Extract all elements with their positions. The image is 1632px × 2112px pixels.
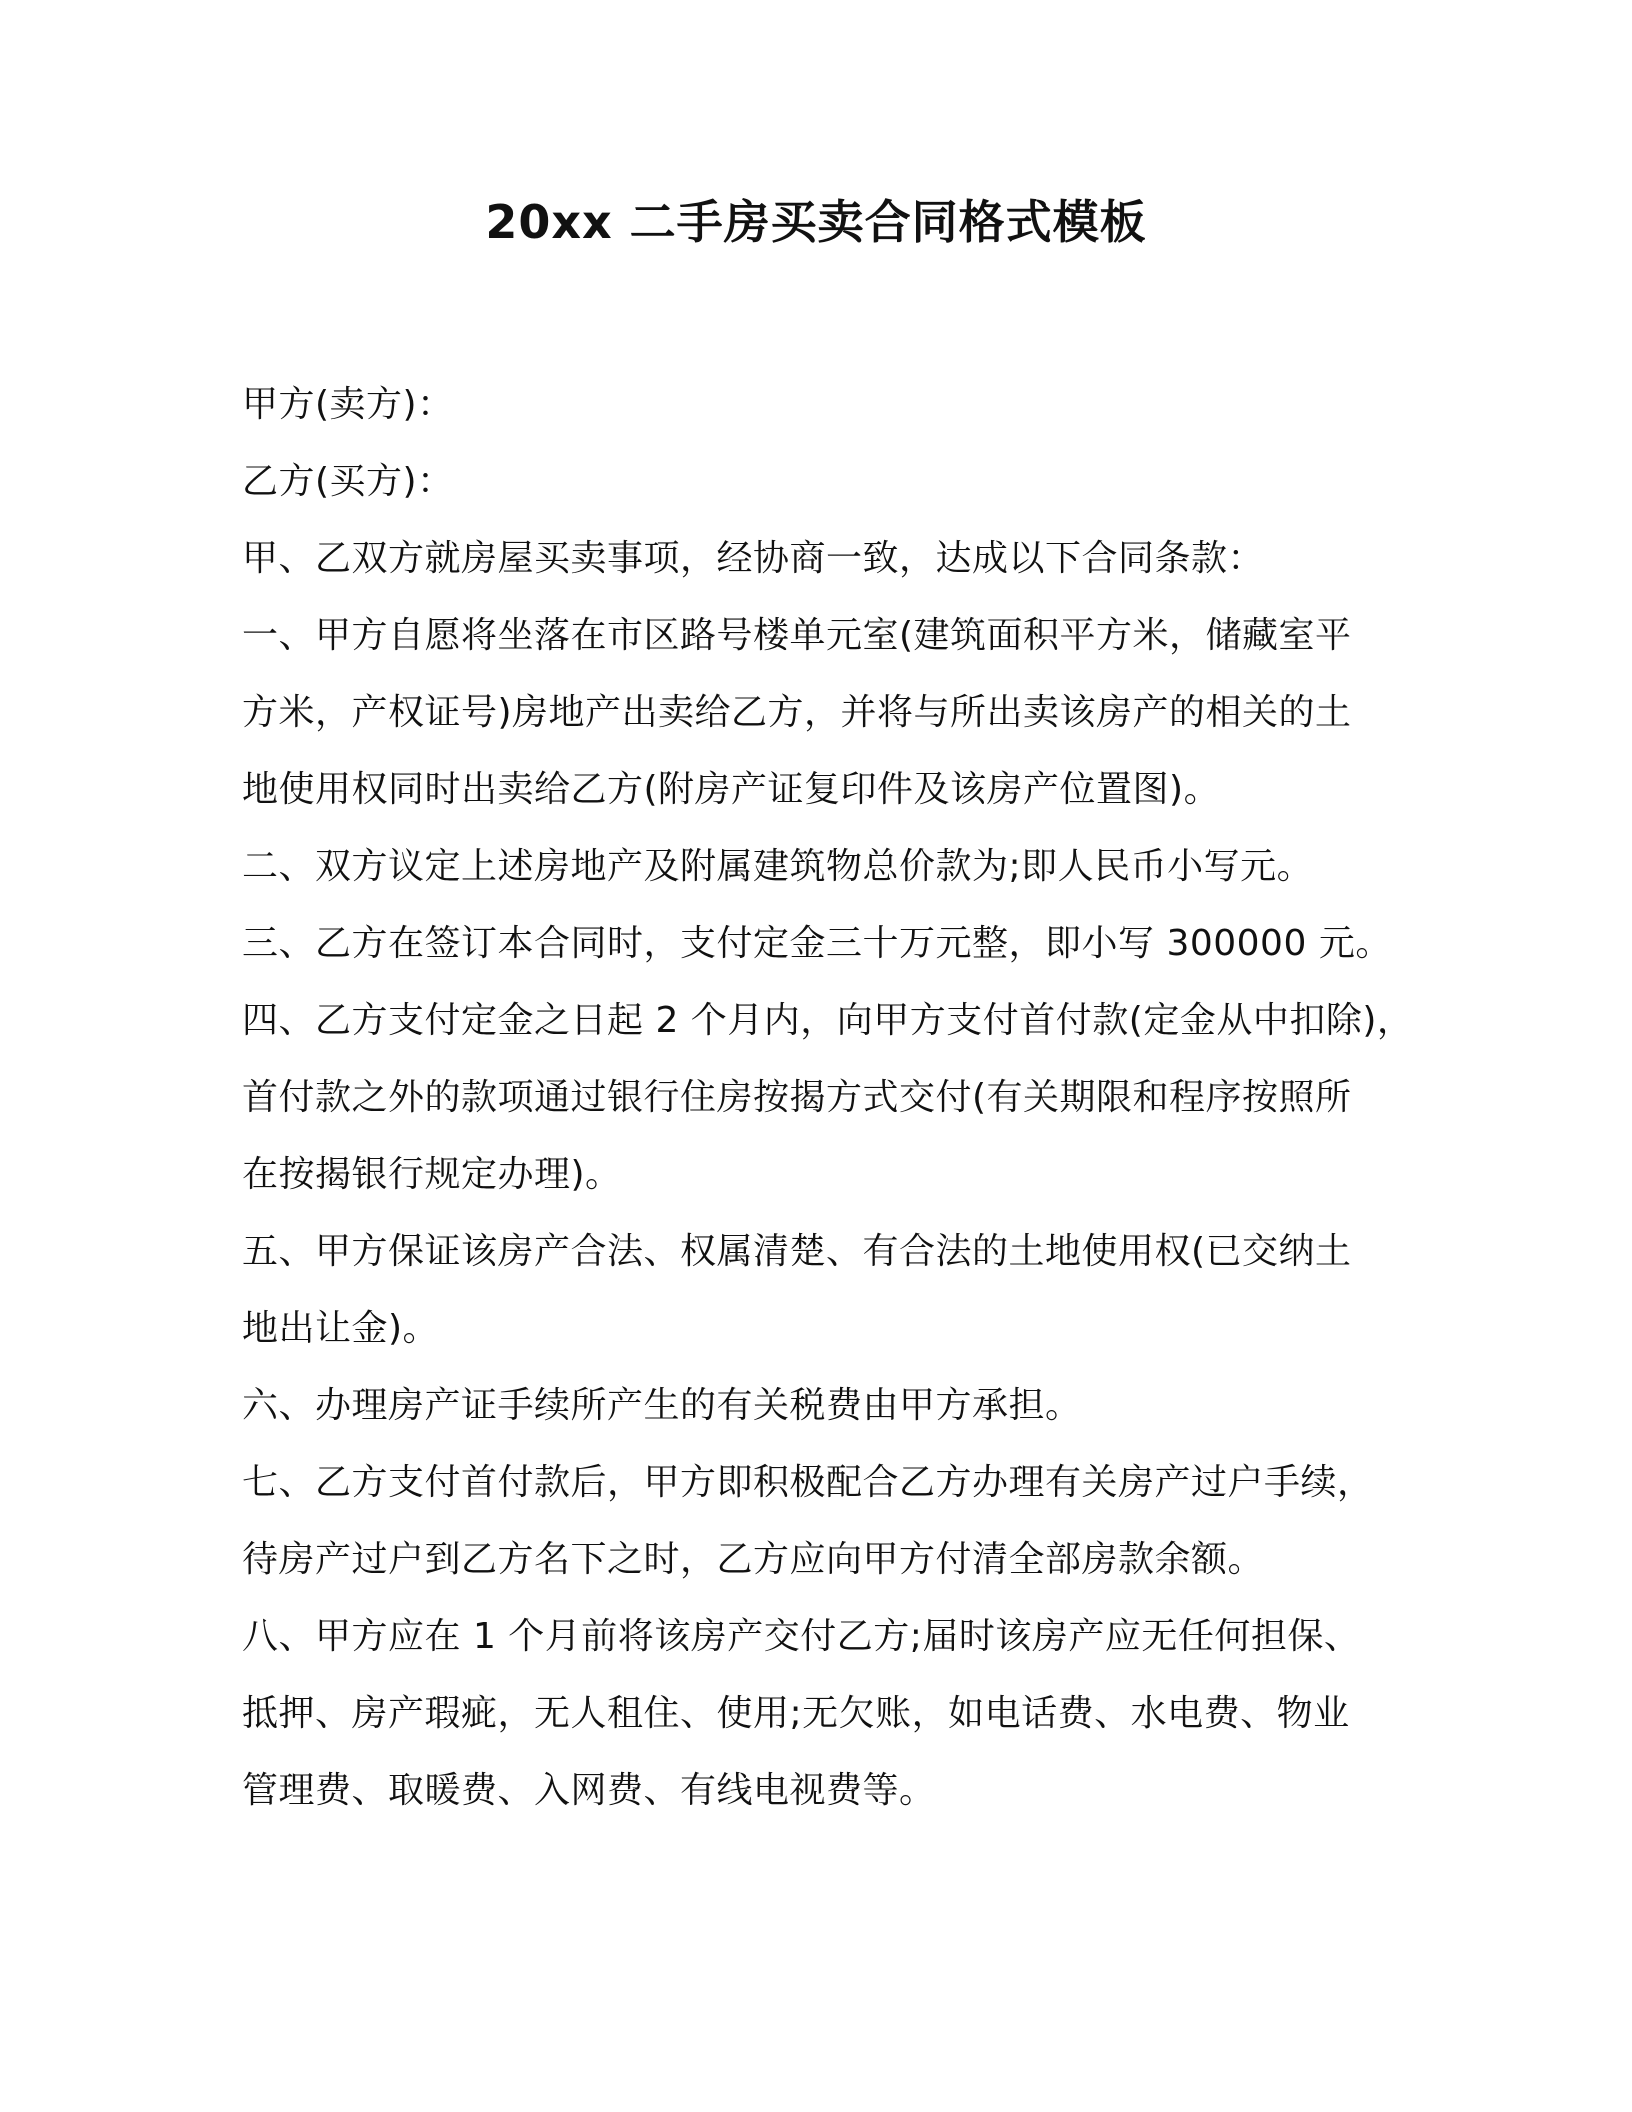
- clause-1-line-1: 一、甲方自愿将坐落在市区路号楼单元室(建筑面积平方米，储藏室平: [242, 615, 1352, 656]
- clause-3-line: 三、乙方在签订本合同时，支付定金三十万元整，即小写 300000 元。: [242, 923, 1392, 964]
- clause-1-line-2: 方米，产权证号)房地产出卖给乙方，并将与所出卖该房产的相关的土: [242, 692, 1352, 733]
- party-a-line: 甲方(卖方)：: [242, 384, 454, 425]
- clause-5-line-1: 五、甲方保证该房产合法、权属清楚、有合法的土地使用权(已交纳土: [242, 1231, 1352, 1272]
- document-title: 20xx 二手房买卖合同格式模板: [485, 195, 1147, 249]
- clause-4-line-3: 在按揭银行规定办理)。: [242, 1154, 622, 1195]
- clause-1-line-3: 地使用权同时出卖给乙方(附房产证复印件及该房产位置图)。: [242, 769, 1221, 810]
- document-body: [242, 366, 1420, 1829]
- clause-6-line: 六、办理房产证手续所产生的有关税费由甲方承担。: [242, 1385, 1082, 1426]
- clause-5-line-2: 地出让金)。: [242, 1308, 440, 1349]
- clause-8-line-2: 抵押、房产瑕疵，无人租住、使用;无欠账，如电话费、水电费、物业: [242, 1693, 1350, 1734]
- party-b-line: 乙方(买方)：: [242, 461, 454, 502]
- preamble-line: 甲、乙双方就房屋买卖事项，经协商一致，达成以下合同条款：: [242, 538, 1265, 579]
- clause-8-line-1: 八、甲方应在 1 个月前将该房产交付乙方;届时该房产应无任何担保、: [242, 1616, 1361, 1657]
- clause-4-line-2: 首付款之外的款项通过银行住房按揭方式交付(有关期限和程序按照所: [242, 1077, 1352, 1118]
- clause-2-line: 二、双方议定上述房地产及附属建筑物总价款为;即人民币小写元。: [242, 846, 1314, 887]
- clause-8-line-3: 管理费、取暖费、入网费、有线电视费等。: [242, 1770, 936, 1811]
- clause-7-line-1: 七、乙方支付首付款后，甲方即积极配合乙方办理有关房产过户手续，: [242, 1462, 1374, 1503]
- clause-4-line-1: 四、乙方支付定金之日起 2 个月内，向甲方支付首付款(定金从中扣除)，: [242, 1000, 1414, 1041]
- clause-7-line-2: 待房产过户到乙方名下之时，乙方应向甲方付清全部房款余额。: [242, 1539, 1265, 1580]
